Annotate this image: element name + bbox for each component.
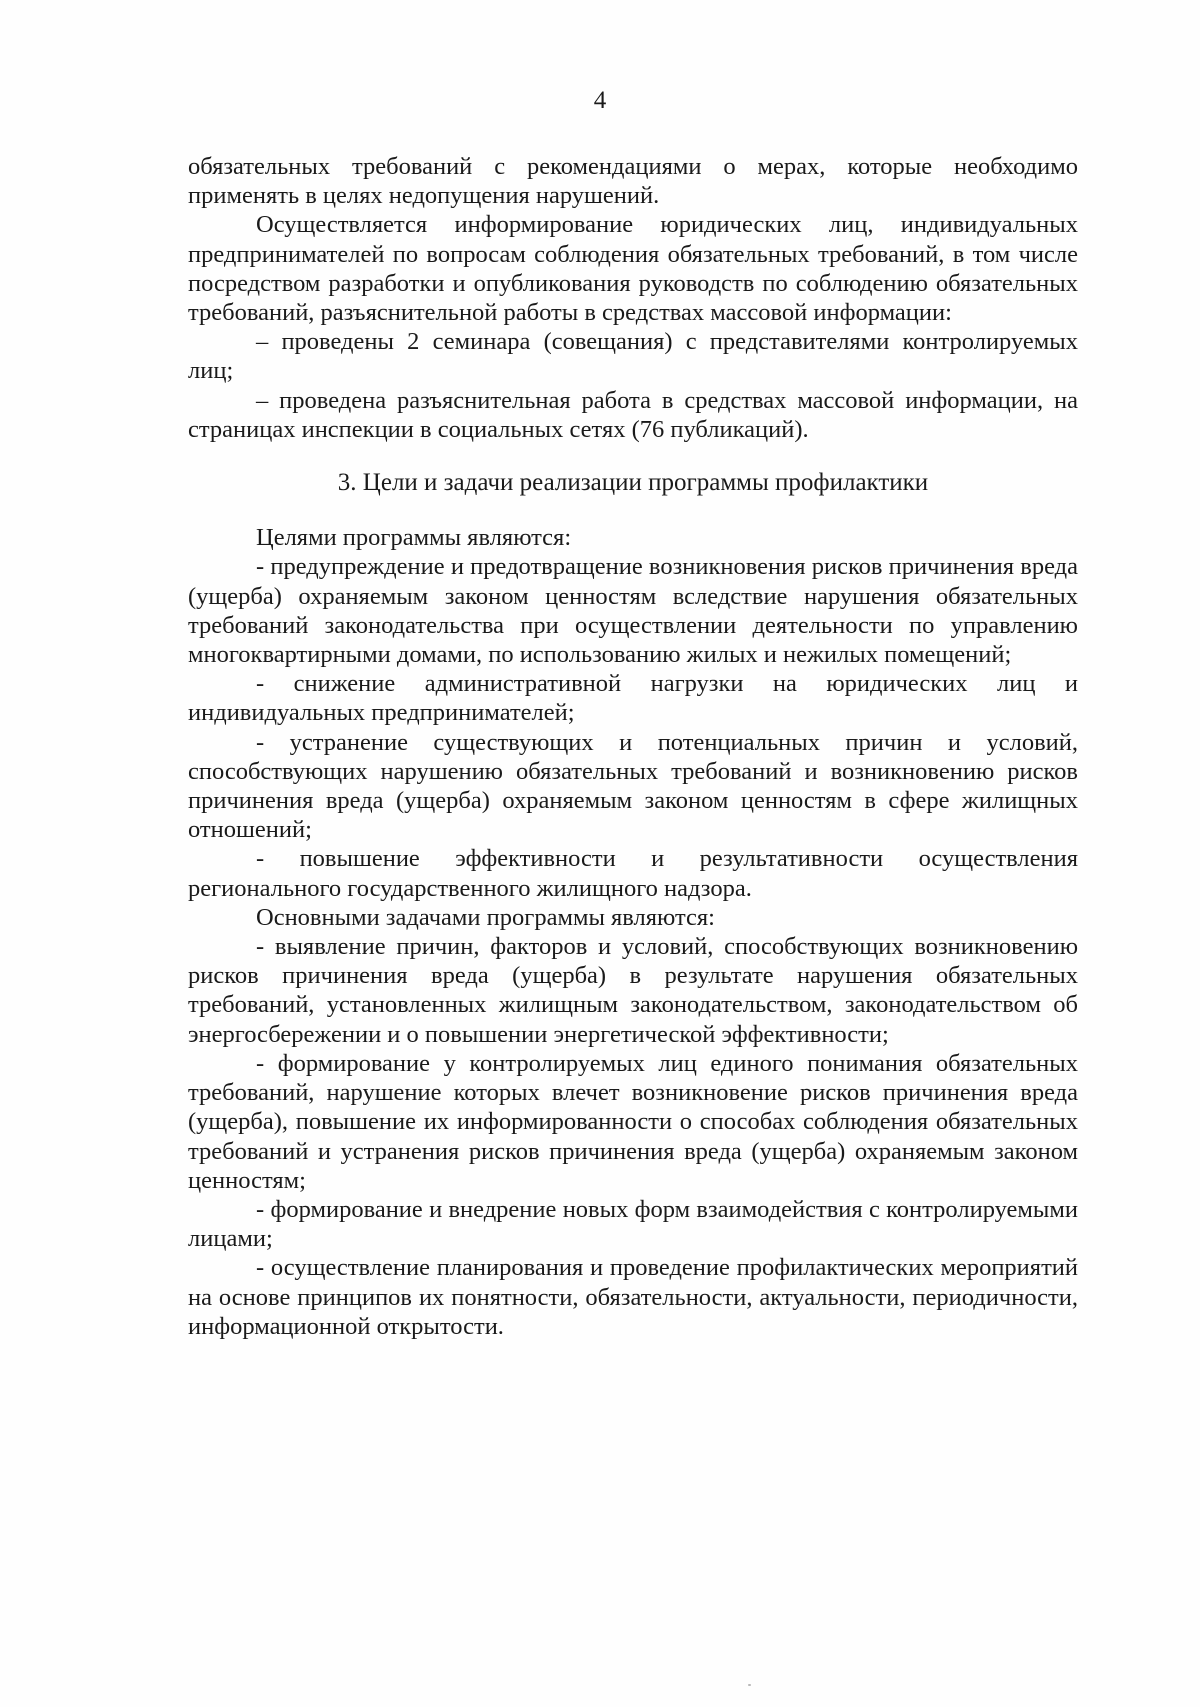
document-body [188, 152, 1078, 1341]
task-item: - формирование и внедрение новых форм взаимодействия с контролируемыми лицами; [188, 1195, 1078, 1253]
section-heading: 3. Цели и задачи реализации программы профилактики [337, 469, 929, 497]
scan-speck [748, 1684, 751, 1686]
task-item: - выявление причин, факторов и условий, способствующих возникновению рисков причинения вреда (ущерба) в результате нарушения обязательных требований, установленных жилищным законодательством, законодательством об энергосбережении и о повышении энергетической эффективности; [188, 933, 1078, 1048]
goal-item: - снижение административной нагрузки на юридических лиц и индивидуальных предпринимателей; [188, 670, 1078, 727]
task-item: - формирование у контролируемых лиц единого понимания обязательных требований, нарушение которых влечет возникновение рисков причинения вреда (ущерба), повышение их информированности о способах соблюдения обязательных требований и устранения рисков причинения вреда (ущерба) охраняемым законом ценностям; [188, 1049, 1078, 1194]
goal-item: - предупреждение и предотвращение возникновения рисков причинения вреда (ущерба) охраняемым законом ценностям вследствие нарушения обязательных требований законодательства при осуществлении деятельности по управлению многоквартирными домами, по использованию жилых и нежилых помещений; [188, 553, 1078, 669]
task-item: - осуществление планирования и проведение профилактических мероприятий на основе принципов их понятности, обязательности, актуальности, периодичности, информационной открытости. [188, 1254, 1078, 1340]
page-number: 4 [593, 87, 607, 114]
goal-item: - повышение эффективности и результативности осуществления регионального государственного жилищного надзора. [188, 845, 1078, 902]
goals-intro: Целями программы являются: [256, 524, 572, 552]
tasks-intro: Основными задачами программы являются: [256, 903, 715, 931]
paragraph-informing: Осуществляется информирование юридических лиц, индивидуальных предпринимателей по вопросам соблюдения обязательных требований, в том числе посредством разработки и опубликования руководств по соблюдению обязательных требований, разъяснительной работы в средствах массовой информации: [188, 211, 1078, 327]
paragraph-continuation: обязательных требований с рекомендациями о мерах, которые необходимо применять в целях недопущения нарушений. [188, 153, 1078, 210]
goal-item: - устранение существующих и потенциальных причин и условий, способствующих нарушению обязательных требований и возникновению рисков причинения вреда (ущерба) охраняемым законом ценностям в сфере жилищных отношений; [188, 728, 1078, 844]
list-item-seminars: – проведены 2 семинара (совещания) с представителями контролируемых лиц; [188, 328, 1078, 385]
list-item-media-work: – проведена разъяснительная работа в средствах массовой информации, на страницах инспекции в социальных сетях (76 публикаций). [188, 386, 1078, 443]
